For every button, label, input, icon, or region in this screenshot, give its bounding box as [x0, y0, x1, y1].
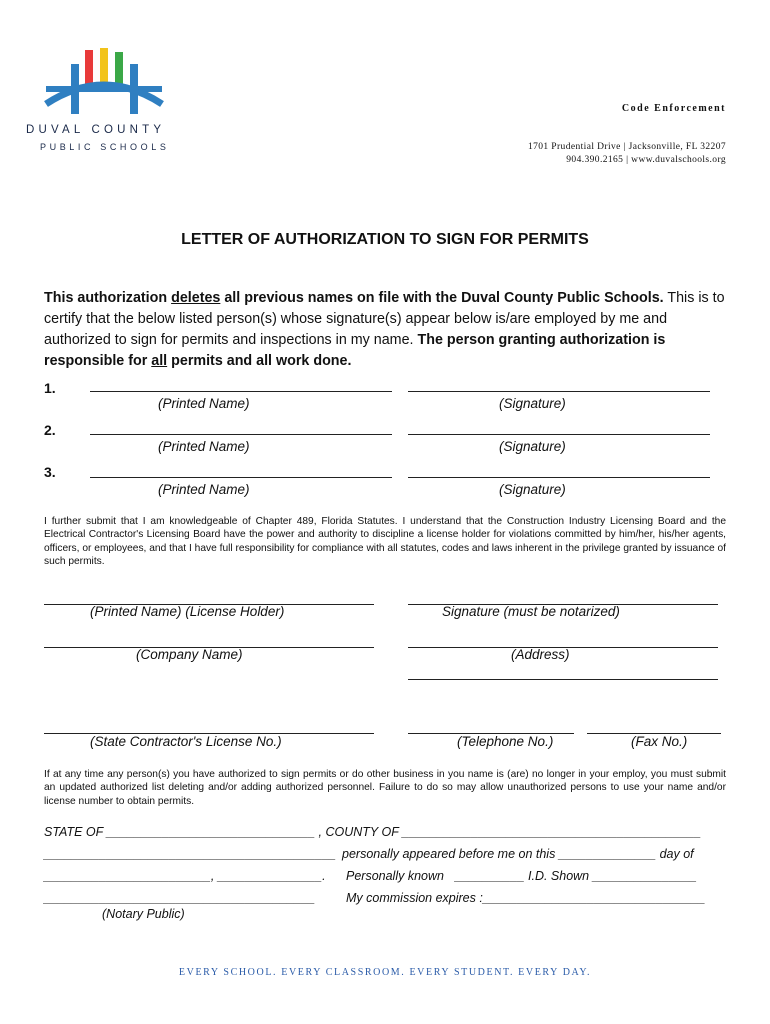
signature-field[interactable]	[408, 466, 710, 478]
intro-emphasis-all: all	[151, 353, 168, 369]
signature-label: (Signature)	[499, 482, 566, 497]
printed-name-label: (Printed Name)	[158, 439, 250, 454]
contact-line: 904.390.2165 | www.duvalschools.org	[566, 155, 726, 165]
license-number-label: (State Contractor's License No.)	[90, 734, 282, 749]
intro-emphasis-deletes: deletes	[171, 290, 221, 306]
footer-tagline: EVERY SCHOOL. EVERY CLASSROOM. EVERY STUDENT. EVERY DAY.	[178, 967, 592, 978]
knowledge-statement: I further submit that I am knowledgeable of Chapter 489, Florida Statutes. I understand that the Construction Industry Licensing Board and the Electrical Contractor's Licensing Board have the power and authority to discipline a license holder for violations committed by him/her, his/her agents, officers, or employees, and that I have full responsibility for compliance with all statutes, codes and laws inherent in the privilege granted by issuance of such permits.	[44, 516, 726, 568]
row-number: 1.	[44, 380, 56, 396]
intro-paragraph	[44, 288, 734, 372]
printed-name-label: (Printed Name)	[158, 396, 250, 411]
telephone-label: (Telephone No.)	[457, 734, 554, 749]
intro-part: This authorization	[44, 290, 172, 306]
signature-field[interactable]	[408, 380, 710, 392]
license-holder-signature-label: Signature (must be notarized)	[442, 604, 620, 619]
notary-appeared-text: personally appeared before me on this ______________ day of	[342, 847, 694, 861]
printed-name-field[interactable]	[90, 380, 392, 392]
row-number: 3.	[44, 464, 56, 480]
license-holder-name-label: (Printed Name) (License Holder)	[90, 604, 285, 619]
logo-graphic	[44, 44, 180, 124]
notary-id-shown-line[interactable]: __________ I.D. Shown _______________	[455, 869, 697, 883]
intro-part: all previous names on file with the Duval County Public Schools.	[220, 290, 664, 306]
license-number-field[interactable]	[44, 722, 374, 734]
signature-field[interactable]	[408, 423, 710, 435]
intro-part: permits and all work done.	[167, 353, 352, 369]
notary-commission-line[interactable]: My commission expires :________________________________	[346, 891, 706, 905]
logo-bar-yellow	[100, 48, 108, 84]
signature-label: (Signature)	[499, 439, 566, 454]
notary-state-county-line[interactable]: STATE OF ______________________________ , COUNTY OF ___________________________________________	[44, 825, 702, 839]
company-name-label: (Company Name)	[136, 647, 243, 662]
address-line: 1701 Prudential Drive | Jacksonville, FL 32207	[527, 142, 726, 152]
printed-name-label: (Printed Name)	[158, 482, 250, 497]
notary-name-line[interactable]: __________________________________________	[44, 847, 336, 861]
update-notice: If at any time any person(s) you have authorized to sign permits or do other business in you name is (are) no longer in your employ, you must submit an updated authorized list deleting and/or adding authorized personnel. Failure to do so may allow unauthorized persons to use your name and/or license number to obtain permits.	[44, 769, 726, 807]
intro-part: The person granting authorization is responsible for	[44, 332, 666, 369]
printed-name-field[interactable]	[90, 423, 392, 435]
fax-label: (Fax No.)	[631, 734, 688, 749]
logo-bar-red	[85, 50, 93, 84]
notary-signature-line[interactable]: _______________________________________	[44, 891, 316, 905]
address-line-2-field[interactable]	[408, 668, 718, 680]
notary-date-line[interactable]: ________________________, _______________.	[44, 869, 326, 883]
district-logo	[44, 44, 180, 154]
department-name: Code Enforcement	[621, 103, 726, 114]
org-subname: PUBLIC SCHOOLS	[40, 142, 170, 152]
logo-bridge-deck	[46, 86, 162, 92]
intro-part: This is to certify that the below listed person(s) whose signature(s) appear below is/are employed by me and authorized to sign for permits and inspections in my name.	[44, 290, 725, 348]
logo-bar-green	[115, 52, 123, 84]
address-label: (Address)	[511, 647, 570, 662]
notary-public-label: (Notary Public)	[102, 907, 185, 921]
org-name: DUVAL COUNTY	[26, 124, 166, 136]
printed-name-field[interactable]	[90, 466, 392, 478]
signature-label: (Signature)	[499, 396, 566, 411]
telephone-field[interactable]	[408, 722, 574, 734]
fax-field[interactable]	[587, 722, 721, 734]
document-title: LETTER OF AUTHORIZATION TO SIGN FOR PERMITS	[181, 231, 589, 248]
row-number: 2.	[44, 422, 56, 438]
notary-personally-known: Personally known	[346, 869, 444, 883]
